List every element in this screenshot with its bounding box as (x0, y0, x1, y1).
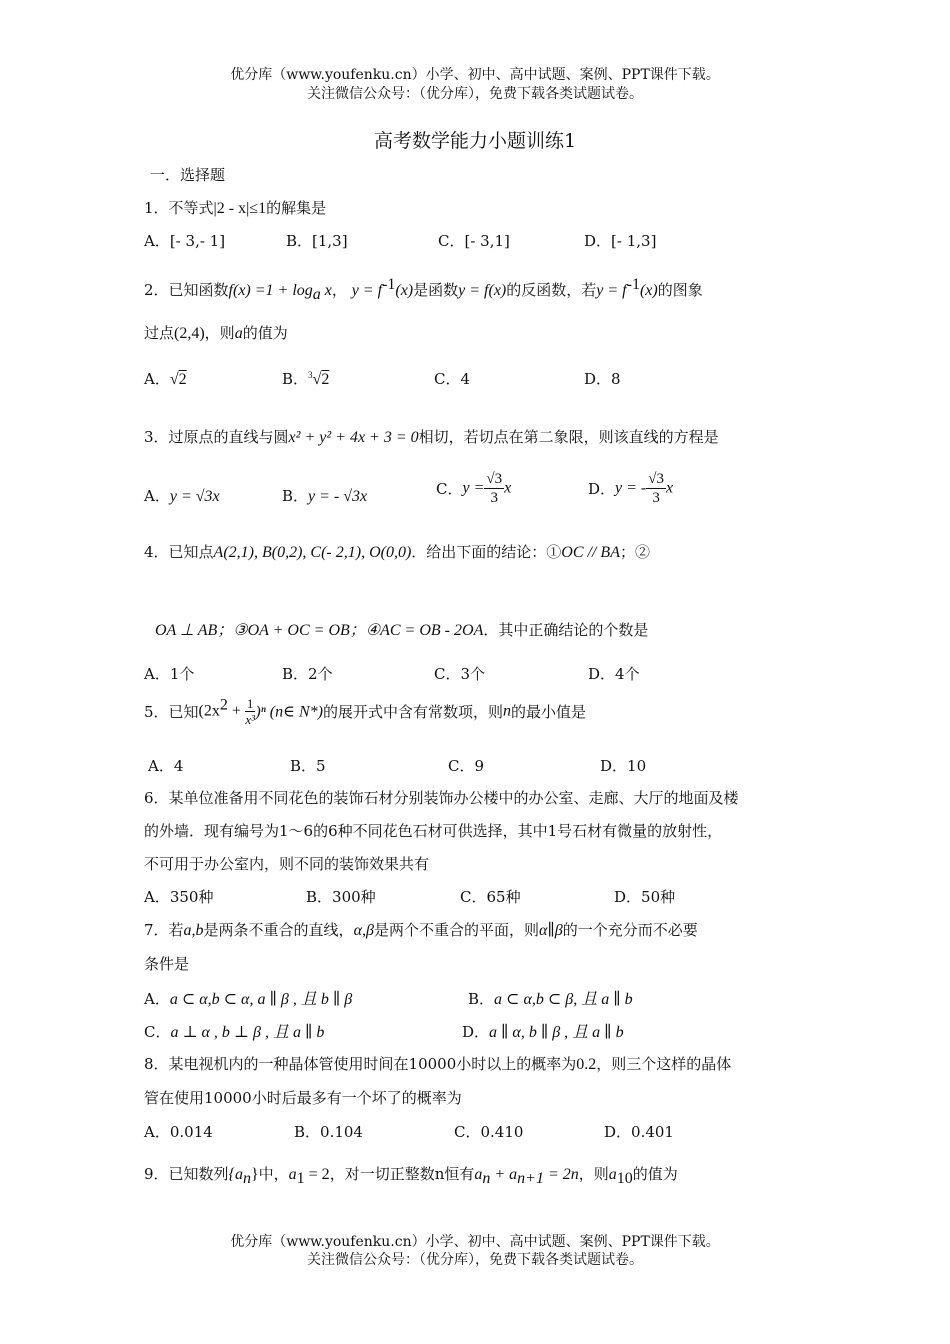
q7-option-b (468, 986, 633, 1009)
q1-option-a: A．[- 3,- 1] (144, 232, 226, 250)
q4-points: A(2,1), B(0,2), C(- 2,1), O(0,0) (213, 544, 412, 561)
q2-option-b (282, 368, 329, 389)
q9-a1eq: = 2 (304, 1166, 330, 1183)
q7-line-2: 条件是 (144, 955, 190, 973)
q8-option-d: D．0.401 (604, 1123, 674, 1141)
question-9 (144, 1163, 678, 1188)
q7-post: 的一个充分而不必要 (562, 921, 698, 939)
q7-option-a (144, 986, 352, 1009)
q9-a1sub: 1 (296, 1170, 305, 1187)
q2-kx: (x) (639, 282, 658, 299)
q2-pre: 2．已知函数 (144, 281, 229, 299)
q7-option-c-expr: a ⊥ α , b ⊥ β , 且 a ∥ b (170, 1024, 325, 1041)
q8-line-2: 管在使用10000小时后最多有一个坏了的概率为 (144, 1089, 462, 1107)
q2-option-c: C．4 (434, 370, 471, 388)
page-title: 高考数学能力小题训练1 (373, 130, 577, 152)
q3-option-a-expr: y = √3x (169, 488, 220, 505)
q1-post: 的解集是 (266, 199, 327, 217)
q4-post: ．给出下面的结论：① (411, 543, 562, 561)
q2-line2a: 过点 (144, 324, 175, 342)
q2-h: y = f(x) (458, 282, 507, 299)
q4-conclusion-1: OC // BA (561, 544, 620, 561)
q8-option-c: C．0.410 (454, 1123, 524, 1141)
cbrt-icon: √ (312, 371, 322, 388)
q2-point: (2,4) (174, 325, 205, 342)
q2-option-b-label: B． (282, 370, 309, 388)
footer-line-2: 关注微信公众号：（优分库），免费下载各类试题试卷。 (307, 1252, 643, 1268)
q2-option-a-label: A． (144, 370, 170, 388)
q3-option-c-num: √3 (486, 471, 503, 487)
q4-pre: 4．已知点 (144, 543, 214, 561)
sqrt-icon: √ (169, 371, 179, 388)
q5-post: 的展开式中含有常数项，则 (322, 703, 503, 721)
q9-mid2: ，对一切正整数n恒有 (329, 1165, 475, 1183)
section-heading: 一．选择题 (150, 166, 226, 184)
q3-option-d-x: x (666, 479, 674, 497)
q7-option-d (462, 1019, 624, 1042)
q7-option-d-label: D． (462, 1023, 490, 1041)
q5-exp2: 2 (219, 696, 228, 714)
q7-ab: a,b (183, 922, 204, 939)
q6-line-2: 的外墙．现有编号为1～6的6种不同花色石材可供选择，其中1号石材有微量的放射性， (144, 822, 723, 840)
q3-option-b-expr: y = - √3x (308, 488, 368, 505)
q9-a1: a (288, 1166, 297, 1183)
question-4 (144, 541, 650, 562)
q8-p: 0.2 (576, 1056, 597, 1073)
q5-option-c: C．9 (448, 757, 485, 775)
question-5 (144, 696, 586, 727)
q7-option-c (144, 1019, 324, 1042)
q9-recplus: + a (490, 1166, 518, 1183)
q6-option-a: A．350种 (144, 888, 214, 906)
q3-option-b-label: B． (282, 487, 309, 505)
q7-pre: 7．若 (144, 921, 184, 939)
q3-option-a (144, 485, 220, 506)
q2-fsub: a (312, 286, 321, 303)
q3-option-d-pre: y = - (615, 479, 647, 497)
q3-option-c-den: 3 (490, 490, 498, 506)
footer-line-1: 优分库（www.youfenku.cn）小学、初中、高中试题、案例、PPT课件下载。 (230, 1234, 720, 1250)
q3-post: 相切，若切点在第二象限，则该直线的方程是 (418, 428, 719, 446)
q3-option-d-num: √3 (648, 471, 664, 487)
q4-conclusions: OA ⊥ AB；③OA + OC = OB；④AC = OB - 2OA (155, 622, 484, 639)
question-3 (144, 426, 719, 447)
q4-option-a: A．1个 (144, 665, 195, 683)
q4-option-b: B．2个 (282, 665, 333, 683)
q4-option-c: C．3个 (434, 665, 486, 683)
q3-option-c-pre: y = (462, 479, 485, 497)
q4-line-2 (155, 617, 648, 640)
question-8 (144, 1053, 731, 1074)
q3-option-a-label: A． (144, 487, 170, 505)
q2-comma: ， (331, 281, 347, 299)
q2-line2c: 的值为 (242, 324, 288, 342)
q8-line1a: 8．某电视机内的一种晶体管使用时间在10000小时以上的概率为 (144, 1055, 577, 1073)
q5-expr2: + (227, 702, 245, 720)
q3-option-d-label: D． (588, 480, 616, 498)
q8-option-a: A．0.014 (144, 1123, 213, 1141)
q9-a10: a (608, 1166, 617, 1183)
q3-option-c-label: C． (436, 480, 463, 498)
question-7 (144, 919, 698, 940)
q2-fx: x (320, 282, 332, 299)
q9-recsub2: n+1 (517, 1170, 544, 1187)
q7-mid2: 是两个不重合的平面，则 (373, 921, 539, 939)
header-line-1: 优分库（www.youfenku.cn）小学、初中、高中试题、案例、PPT课件下载。 (230, 67, 720, 83)
q9-seqend: } (250, 1166, 259, 1183)
q1-expr: |2 - x|≤1 (213, 200, 267, 217)
q4-line2b: ．其中正确结论的个数是 (483, 621, 649, 639)
q2-option-b-radicand: 2 (321, 371, 330, 388)
q9-mid: 中， (258, 1165, 289, 1183)
q3-option-d-fraction (646, 470, 666, 507)
q5-option-b: B．5 (290, 757, 326, 775)
q7-option-a-expr: a ⊂ α,b ⊂ α, a ∥ β , 且 b ∥ β (169, 991, 353, 1008)
q9-receq: = 2n (543, 1166, 579, 1183)
q5-expr1: (2x (198, 702, 220, 720)
q6-option-b: B．300种 (306, 888, 376, 906)
q2-a: a (234, 325, 243, 342)
q3-eq: x² + y² + 4x + 3 = 0 (288, 429, 419, 446)
q7-albe: α,β (353, 922, 374, 939)
q2-gx: (x) (395, 282, 414, 299)
q2-gsup: -1 (382, 276, 396, 293)
q3-option-d-den: 3 (652, 490, 660, 506)
q9-mid3: ，则 (578, 1165, 609, 1183)
q3-option-c (436, 470, 511, 507)
q2-option-d: D．8 (584, 370, 621, 388)
q5-fraction (245, 696, 256, 727)
q1-option-d: D．[- 1,3] (584, 232, 657, 250)
q6-line-3: 不可用于办公室内，则不同的装饰效果共有 (144, 855, 430, 873)
q5-n: n (502, 702, 511, 720)
q1-pre: 1．不等式 (144, 199, 214, 217)
q5-pre: 5．已知 (144, 703, 199, 721)
q2-mid: 是函数 (413, 281, 459, 299)
q2-mid2: 的反函数，若 (506, 281, 597, 299)
q7-option-b-expr: a ⊂ α,b ⊂ β, 且 a ∥ b (494, 991, 633, 1008)
q6-option-d: D．50种 (614, 888, 676, 906)
q2-ksup: -1 (626, 276, 640, 293)
q8-option-b: B．0.104 (294, 1123, 363, 1141)
q2-line2b: ，则 (204, 324, 235, 342)
q3-option-c-x: x (504, 479, 512, 497)
q9-rec: a (474, 1166, 483, 1183)
q7-option-c-label: C． (144, 1023, 171, 1041)
q2-f: f(x) =1 + log (228, 282, 313, 299)
q3-option-c-fraction (484, 470, 504, 507)
question-1 (144, 197, 326, 218)
q7-option-a-label: A． (144, 990, 170, 1008)
q6-option-c: C．65种 (460, 888, 521, 906)
q5-expr3: )ⁿ (n∈ N*) (255, 703, 323, 721)
header-line-2: 关注微信公众号：（优分库），免费下载各类试题试卷。 (307, 86, 643, 102)
q3-option-d (588, 470, 673, 507)
q9-recsub1: n (482, 1170, 491, 1187)
q4-option-d: D．4个 (588, 665, 640, 683)
q4-sep: ；② (619, 543, 650, 561)
q7-mid: 是两条不重合的直线， (203, 921, 354, 939)
q2-option-a (144, 368, 187, 389)
q2-end: 的图象 (657, 281, 703, 299)
q6-line-1: 6．某单位准备用不同花色的装饰石材分别装饰办公楼中的办公室、走廊、大厅的地面及楼 (144, 789, 739, 807)
q1-option-b: B．[1,3] (286, 232, 348, 250)
q5-den: x³ (245, 712, 255, 727)
question-2 (144, 276, 703, 304)
q2-k: y = f (596, 282, 627, 299)
q9-a10sub: 10 (616, 1170, 633, 1187)
q8-line1b: ，则三个这样的晶体 (596, 1055, 732, 1073)
q9-seq: {a (228, 1166, 243, 1183)
q1-option-c: C．[- 3,1] (438, 232, 510, 250)
q2-option-a-radicand: 2 (178, 371, 187, 388)
q7-option-b-label: B． (468, 990, 495, 1008)
q9-seqsub: n (242, 1170, 251, 1187)
q7-option-d-expr: a ∥ α, b ∥ β , 且 a ∥ b (489, 1024, 624, 1041)
q9-post: 的值为 (632, 1165, 678, 1183)
q9-pre: 9．已知数列 (144, 1165, 229, 1183)
q5-option-a: A．4 (148, 757, 184, 775)
q5-num: 1 (246, 696, 254, 711)
q5-option-d: D．10 (600, 757, 647, 775)
q2-option-b-index: 3 (308, 370, 313, 380)
q7-rel: α∥β (538, 922, 563, 939)
q2-g: y = f (351, 282, 383, 299)
q2-line-2 (144, 322, 288, 343)
q3-pre: 3．过原点的直线与圆 (144, 428, 289, 446)
q5-post2: 的最小值是 (510, 703, 586, 721)
q3-option-b (282, 485, 367, 506)
